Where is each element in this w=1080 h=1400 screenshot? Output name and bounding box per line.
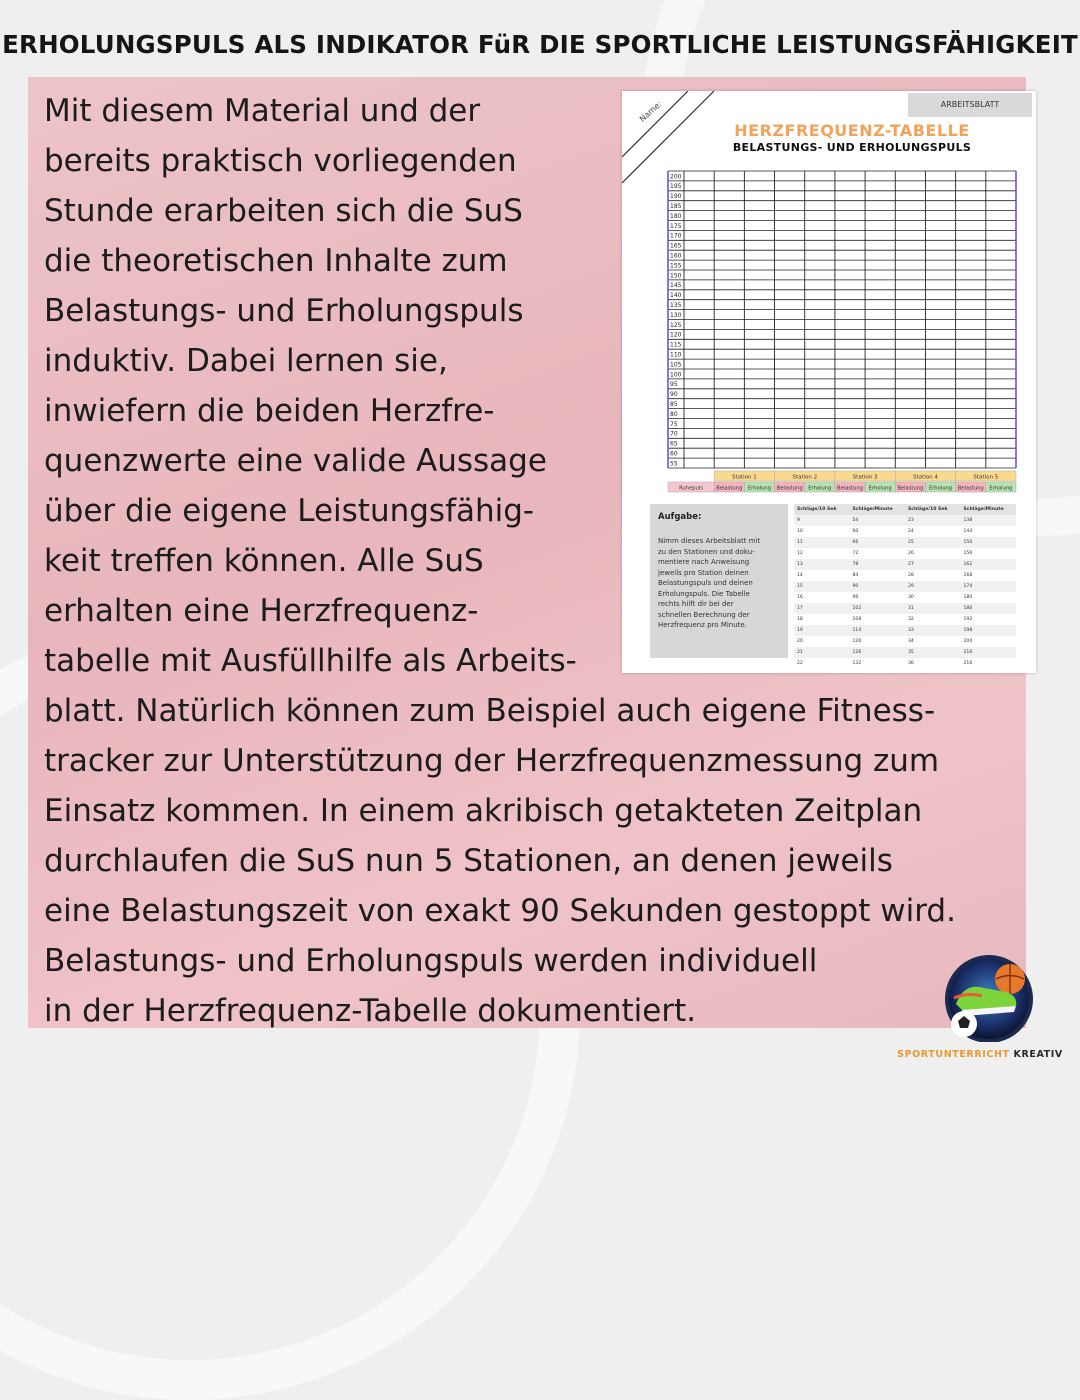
table-row bbox=[794, 647, 1016, 658]
table-cell: 16 bbox=[797, 595, 803, 600]
body-line: tracker zur Unterstützung der Herzfrequenzmessung zum bbox=[44, 743, 940, 779]
body-line: Belastungs- und Erholungspuls bbox=[44, 293, 524, 329]
table-header-cell: Schläge/10 Sek bbox=[797, 507, 837, 512]
table-header-cell: Schläge/Minute bbox=[852, 507, 893, 512]
task-text-line: Nimm dieses Arbeitsblatt mit bbox=[658, 537, 761, 545]
table-cell: 9 bbox=[797, 518, 800, 523]
station-label: Station 5 bbox=[973, 474, 999, 481]
table-header-cell: Schläge/Minute bbox=[963, 507, 1004, 512]
body-line: Belastungs- und Erholungspuls werden individuell bbox=[44, 943, 818, 979]
y-tick-label: 160 bbox=[670, 252, 682, 260]
table-cell: 96 bbox=[852, 595, 859, 600]
table-cell: 12 bbox=[797, 551, 803, 556]
table-row bbox=[794, 537, 1016, 548]
table-cell: 13 bbox=[797, 562, 803, 567]
task-text-line: Herzfrequenz pro Minute. bbox=[658, 621, 747, 629]
task-text-line: Erholungspuls. Die Tabelle bbox=[658, 589, 750, 598]
body-line: Einsatz kommen. In einem akribisch getakteten Zeitplan bbox=[44, 793, 923, 829]
table-cell: 72 bbox=[852, 551, 859, 556]
logo-text-part1: SPORTUNTERRICHT bbox=[897, 1049, 1010, 1060]
table-cell: 126 bbox=[852, 650, 862, 655]
table-cell: 33 bbox=[908, 628, 914, 633]
belastung-label: Belastung bbox=[957, 485, 984, 492]
worksheet-title: HERZFREQUENZ-TABELLE bbox=[734, 121, 970, 140]
body-line: eine Belastungszeit von exakt 90 Sekunden gestoppt wird. bbox=[44, 893, 956, 929]
body-line: blatt. Natürlich können zum Beispiel auch eigene Fitness- bbox=[44, 693, 936, 729]
table-cell: 60 bbox=[852, 529, 859, 534]
erholung-label: Erholung bbox=[928, 485, 953, 492]
table-cell: 29 bbox=[908, 584, 914, 589]
task-title: Aufgabe: bbox=[658, 512, 702, 522]
table-cell: 186 bbox=[963, 606, 973, 611]
table-row bbox=[794, 515, 1016, 526]
table-cell: 34 bbox=[908, 639, 914, 644]
table-cell: 120 bbox=[852, 639, 862, 644]
y-tick-label: 125 bbox=[670, 321, 682, 329]
table-cell: 17 bbox=[797, 606, 803, 611]
y-tick-label: 150 bbox=[670, 272, 682, 280]
table-cell: 23 bbox=[908, 518, 914, 523]
y-tick-label: 90 bbox=[670, 391, 678, 399]
body-line: erhalten eine Herzfrequenz- bbox=[44, 593, 479, 629]
body-line: Stunde erarbeiten sich die SuS bbox=[44, 193, 523, 229]
y-tick-label: 60 bbox=[670, 450, 678, 458]
y-tick-label: 180 bbox=[670, 212, 682, 220]
table-cell: 90 bbox=[852, 584, 859, 589]
y-tick-label: 175 bbox=[670, 222, 682, 230]
body-line: inwiefern die beiden Herzfre- bbox=[44, 393, 495, 429]
station-label: Station 4 bbox=[913, 474, 938, 481]
table-cell: 36 bbox=[908, 661, 914, 666]
table-cell: 21 bbox=[797, 650, 803, 655]
y-tick-label: 100 bbox=[670, 371, 682, 379]
table-row bbox=[794, 559, 1016, 570]
table-row bbox=[794, 526, 1016, 537]
table-cell: 15 bbox=[797, 584, 803, 589]
table-cell: 26 bbox=[908, 551, 914, 556]
table-cell: 28 bbox=[908, 573, 914, 578]
task-text-line: mentiere nach Anweisung bbox=[658, 558, 750, 566]
task-text bbox=[658, 536, 782, 631]
table-cell: 24 bbox=[908, 529, 914, 534]
task-text-line: schnellen Berechnung der bbox=[658, 610, 750, 619]
table-row bbox=[794, 614, 1016, 625]
station-label: Station 3 bbox=[852, 474, 878, 481]
body-line: quenzwerte eine valide Aussage bbox=[44, 443, 547, 479]
y-tick-label: 105 bbox=[670, 361, 682, 369]
table-cell: 35 bbox=[908, 650, 914, 655]
y-tick-label: 185 bbox=[670, 203, 682, 210]
table-cell: 180 bbox=[963, 595, 973, 600]
body-line: bereits praktisch vorliegenden bbox=[44, 143, 517, 179]
table-row bbox=[794, 658, 1016, 669]
body-line: induktiv. Dabei lernen sie, bbox=[44, 343, 448, 379]
y-tick-label: 65 bbox=[670, 440, 678, 448]
belastung-label: Belastung bbox=[837, 485, 863, 492]
task-text-line: rechts hilft dir bei der bbox=[658, 600, 734, 608]
worksheet-name-label: Name: bbox=[638, 99, 664, 124]
belastung-label: Belastung bbox=[776, 485, 803, 492]
table-cell: 216 bbox=[963, 661, 973, 666]
y-tick-label: 200 bbox=[670, 173, 682, 181]
table-header-cell: Schläge/10 Sek bbox=[908, 507, 948, 512]
body-line: über die eigene Leistungsfähig- bbox=[44, 493, 535, 529]
table-cell: 22 bbox=[797, 661, 803, 666]
y-tick-label: 120 bbox=[670, 331, 682, 339]
y-tick-label: 190 bbox=[670, 193, 682, 201]
table-cell: 168 bbox=[963, 573, 973, 578]
table-row bbox=[794, 625, 1016, 636]
y-tick-label: 115 bbox=[670, 341, 682, 349]
table-cell: 19 bbox=[797, 628, 803, 633]
table-cell: 144 bbox=[963, 529, 973, 534]
belastung-label: Belastung bbox=[897, 485, 924, 492]
body-line: durchlaufen die SuS nun 5 Stationen, an denen jeweils bbox=[44, 843, 893, 879]
erholung-label: Erholung bbox=[747, 485, 772, 492]
y-tick-label: 95 bbox=[670, 381, 678, 389]
table-cell: 162 bbox=[963, 562, 973, 567]
body-line: die theoretischen Inhalte zum bbox=[44, 243, 508, 279]
table-cell: 18 bbox=[797, 617, 803, 622]
table-cell: 150 bbox=[963, 540, 973, 545]
y-tick-label: 145 bbox=[670, 282, 682, 290]
table-cell: 156 bbox=[963, 551, 973, 556]
y-tick-label: 70 bbox=[670, 430, 678, 438]
y-tick-label: 85 bbox=[670, 401, 678, 408]
erholung-label: Erholung bbox=[868, 485, 892, 492]
table-cell: 204 bbox=[963, 639, 973, 644]
table-cell: 114 bbox=[852, 628, 862, 633]
ruhepuls-label: Ruhepuls bbox=[679, 485, 704, 492]
table-cell: 11 bbox=[797, 540, 803, 545]
table-cell: 192 bbox=[963, 617, 973, 622]
logo-text bbox=[890, 1049, 1070, 1060]
table-cell: 78 bbox=[852, 562, 859, 567]
erholung-label: Erholung bbox=[989, 485, 1013, 492]
y-tick-label: 55 bbox=[670, 460, 678, 468]
table-row bbox=[794, 603, 1016, 614]
task-text-line: Belastungspuls und deinen bbox=[658, 579, 753, 587]
body-line: tabelle mit Ausfüllhilfe als Arbeits- bbox=[44, 643, 577, 679]
table-cell: 31 bbox=[908, 606, 914, 611]
table-cell: 25 bbox=[908, 540, 914, 545]
table-cell: 14 bbox=[797, 573, 803, 578]
y-tick-label: 80 bbox=[670, 410, 678, 418]
y-tick-label: 165 bbox=[670, 242, 682, 250]
table-cell: 30 bbox=[908, 595, 914, 600]
task-text-line: jeweils pro Station deinen bbox=[658, 568, 749, 577]
table-cell: 198 bbox=[963, 628, 973, 633]
y-tick-label: 140 bbox=[670, 292, 682, 300]
table-cell: 102 bbox=[852, 606, 862, 611]
table-cell: 27 bbox=[908, 562, 914, 567]
worksheet-bottom bbox=[622, 494, 1036, 673]
y-tick-label: 135 bbox=[670, 302, 682, 309]
y-tick-label: 155 bbox=[670, 262, 682, 270]
worksheet-badge: ARBEITSBLATT bbox=[908, 93, 1032, 117]
table-cell: 108 bbox=[852, 617, 862, 622]
conversion-table bbox=[794, 504, 1016, 669]
worksheet-image bbox=[622, 91, 1036, 673]
y-tick-label: 75 bbox=[670, 420, 678, 428]
page-title: ERHOLUNGSPULS ALS INDIKATOR FüR DIE SPORTLICHE LEISTUNGSFÄHIGKEIT bbox=[2, 30, 1078, 59]
table-cell: 138 bbox=[963, 518, 973, 523]
table-cell: 210 bbox=[963, 650, 973, 655]
erholung-label: Erholung bbox=[808, 485, 832, 492]
station-label: Station 2 bbox=[792, 474, 818, 481]
table-row bbox=[794, 570, 1016, 581]
body-line: keit treffen können. Alle SuS bbox=[44, 543, 484, 579]
table-row bbox=[794, 592, 1016, 603]
body-line: in der Herzfrequenz-Tabelle dokumentiert. bbox=[44, 993, 697, 1029]
table-cell: 174 bbox=[963, 584, 973, 589]
y-tick-label: 130 bbox=[670, 311, 682, 319]
table-cell: 132 bbox=[852, 661, 862, 666]
belastung-label: Belastung bbox=[716, 485, 743, 492]
y-tick-label: 195 bbox=[670, 183, 682, 191]
table-row bbox=[794, 581, 1016, 592]
station-label: Station 1 bbox=[731, 474, 757, 481]
task-text-line: zu den Stationen und doku- bbox=[658, 547, 755, 556]
y-tick-label: 110 bbox=[670, 351, 682, 359]
sportunterricht-logo bbox=[934, 952, 1044, 1042]
table-row bbox=[794, 636, 1016, 647]
table-cell: 20 bbox=[797, 639, 803, 644]
body-line: Mit diesem Material und der bbox=[44, 93, 481, 129]
y-tick-label: 170 bbox=[670, 232, 682, 240]
table-cell: 54 bbox=[852, 518, 859, 523]
logo-text-part2: KREATIV bbox=[1013, 1049, 1063, 1060]
table-cell: 10 bbox=[797, 529, 803, 534]
table-cell: 84 bbox=[852, 573, 859, 578]
table-row bbox=[794, 548, 1016, 559]
worksheet-subtitle: BELASTUNGS- UND ERHOLUNGSPULS bbox=[732, 141, 972, 154]
table-cell: 66 bbox=[852, 540, 859, 545]
table-cell: 32 bbox=[908, 617, 914, 622]
table-header-row bbox=[794, 504, 1016, 515]
task-box bbox=[650, 504, 788, 658]
